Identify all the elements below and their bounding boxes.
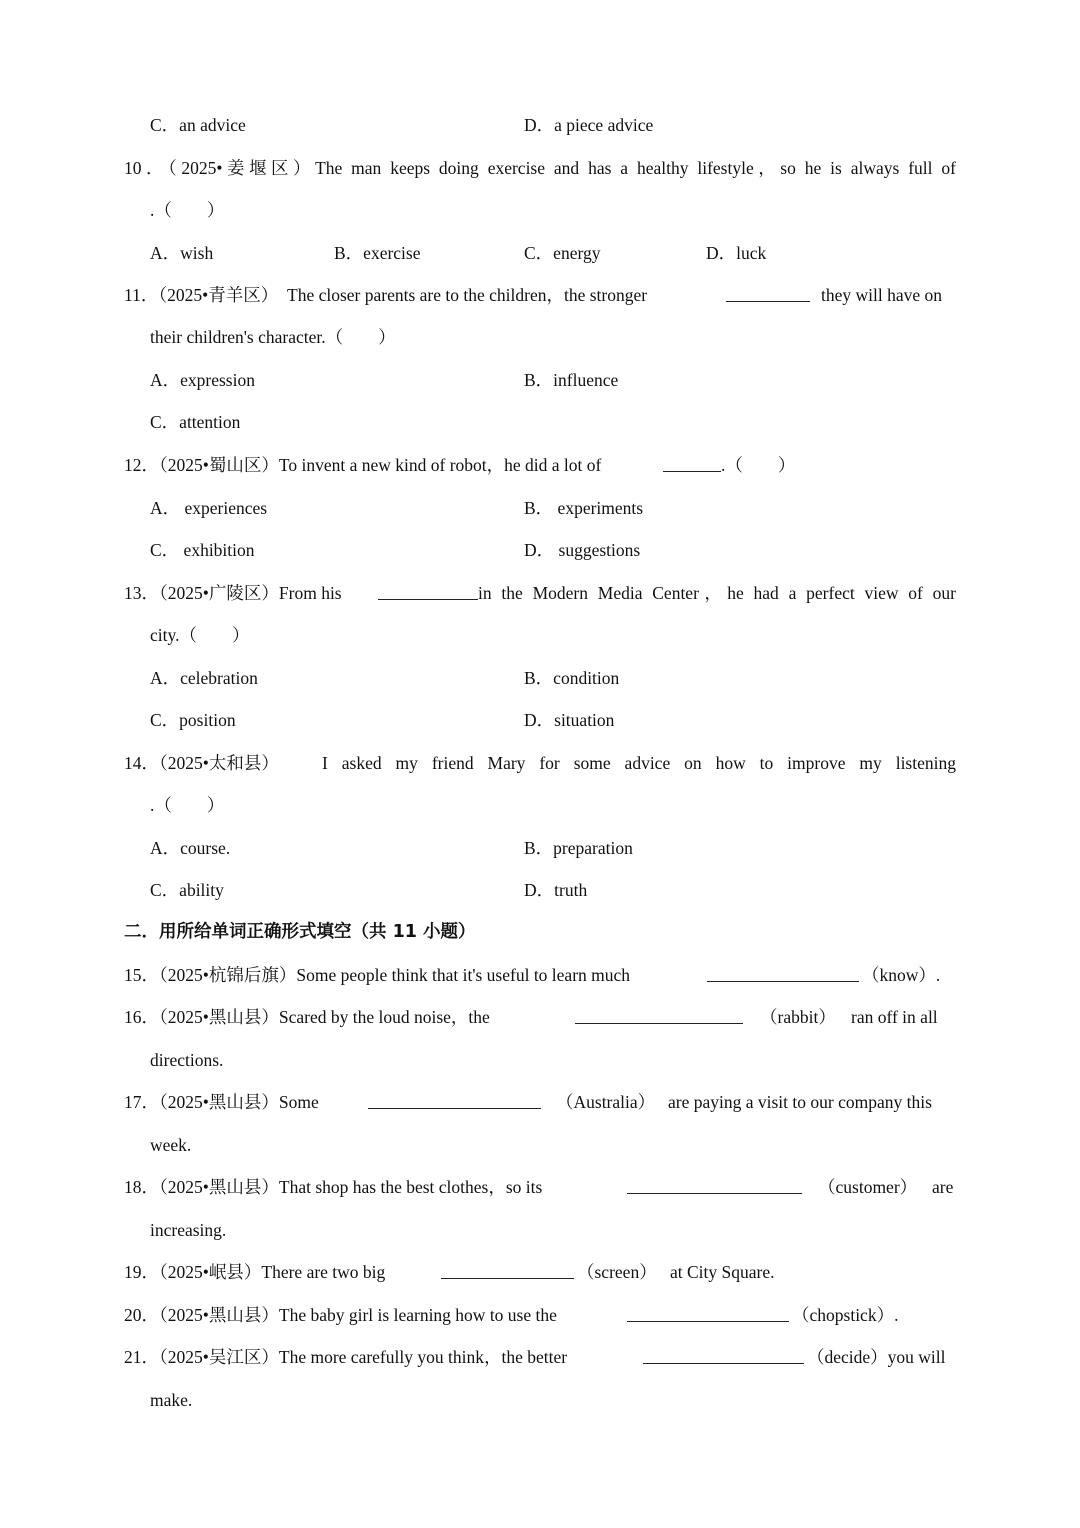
q14-option-d: D．truth — [524, 880, 588, 900]
question-source: （2025•杭锦后旗） — [159, 965, 297, 985]
question-text: From his — [278, 583, 342, 603]
word-hint: （rabbit） — [760, 1007, 836, 1027]
question-number: 13． — [124, 583, 159, 603]
q9-option-d: D．a piece advice — [524, 115, 654, 135]
answer-blank[interactable] — [368, 1091, 541, 1114]
question-text-tail: they will have on — [821, 285, 943, 305]
question-source: （2025•黑山县） — [159, 1007, 279, 1027]
q10-option-b: B．exercise — [334, 243, 421, 263]
question-source: （2025•吴江区） — [159, 1347, 279, 1367]
answer-blank[interactable] — [627, 1176, 802, 1199]
question-text: There are two big — [261, 1262, 386, 1282]
question-source: （2025•太和县） — [159, 753, 279, 773]
answer-blank[interactable] — [378, 582, 478, 605]
question-source: （2025•黑山县） — [159, 1177, 279, 1197]
q12-option-b: B． experiments — [524, 498, 644, 518]
word-hint: （decide）you will — [807, 1347, 946, 1367]
question-number: 15． — [124, 965, 159, 985]
q11-option-c: C．attention — [150, 412, 241, 432]
q12-option-c: C． exhibition — [150, 540, 255, 560]
answer-blank[interactable] — [627, 1304, 789, 1327]
question-source: （2025•蜀山区） — [159, 455, 279, 475]
q13-option-c: C．position — [150, 710, 236, 730]
question-15 — [124, 964, 630, 986]
section-heading: 二．用所给单词正确形式填空（共 11 小题） — [124, 922, 476, 942]
question-text: Some people think that it's useful to learn much — [296, 965, 631, 985]
question-text: The baby girl is learning how to use the — [278, 1305, 557, 1325]
question-10 — [124, 157, 956, 179]
question-source: （2025•黑山县） — [159, 1092, 279, 1112]
question-text: The more carefully you think，the better — [278, 1347, 568, 1367]
answer-blank[interactable] — [707, 964, 859, 987]
question-number: 12． — [124, 455, 159, 475]
question-14 — [124, 752, 279, 774]
question-number: 10． — [124, 158, 169, 178]
word-hint: （customer） — [818, 1177, 918, 1197]
question-19 — [124, 1261, 385, 1283]
word-hint: （screen） — [577, 1262, 657, 1282]
word-hint: （know）. — [862, 965, 941, 985]
answer-blank[interactable] — [643, 1346, 804, 1369]
question-number: 17． — [124, 1092, 159, 1112]
question-source: （2025•岷县） — [159, 1262, 262, 1282]
question-14-continuation: .（ ） — [150, 795, 225, 815]
question-number: 19． — [124, 1262, 159, 1282]
question-text-tail: .（ ） — [721, 455, 796, 475]
question-number: 18． — [124, 1177, 159, 1197]
question-17 — [124, 1091, 319, 1113]
question-16-continuation: directions. — [150, 1050, 224, 1070]
q10-option-a: A．wish — [150, 243, 214, 263]
q14-option-c: C．ability — [150, 880, 224, 900]
question-21 — [124, 1346, 567, 1368]
answer-blank[interactable] — [726, 284, 810, 307]
question-number: 21． — [124, 1347, 159, 1367]
q14-option-b: B．preparation — [524, 838, 633, 858]
word-hint: （Australia） — [556, 1092, 656, 1112]
q14-option-a: A．course. — [150, 838, 231, 858]
question-16 — [124, 1006, 490, 1028]
question-text: Scared by the loud noise，the — [278, 1007, 490, 1027]
question-text-tail: in the Modern Media Center，he had a perfect view of our — [478, 583, 956, 603]
question-text-tail: ran off in all — [851, 1007, 938, 1027]
question-10-continuation: .（ ） — [150, 200, 225, 220]
question-18 — [124, 1176, 542, 1198]
question-source: （2025•姜堰区） — [168, 158, 316, 178]
question-text: The closer parents are to the children，the stronger — [287, 285, 648, 305]
question-18-continuation: increasing. — [150, 1220, 227, 1240]
question-11 — [124, 284, 647, 306]
question-text: To invent a new kind of robot，he did a lot of — [278, 455, 602, 475]
question-11-continuation: their children's character.（ ） — [150, 327, 396, 347]
question-source: （2025•黑山县） — [159, 1305, 279, 1325]
question-13-continuation: city.（ ） — [150, 625, 250, 645]
question-text-tail: are paying a visit to our company this — [668, 1092, 932, 1112]
question-number: 14． — [124, 753, 159, 773]
question-number: 11． — [124, 285, 159, 305]
question-text: Some — [278, 1092, 319, 1112]
q11-option-a: A．expression — [150, 370, 255, 390]
q10-option-c: C．energy — [524, 243, 601, 263]
q13-option-b: B．condition — [524, 668, 620, 688]
q12-option-d: D． suggestions — [524, 540, 641, 560]
question-13 — [124, 582, 342, 604]
question-text: The man keeps doing exercise and has a healthy lifestyle，so he is always full of — [315, 158, 956, 178]
question-text-tail: at City Square. — [670, 1262, 775, 1282]
q11-option-b: B．influence — [524, 370, 619, 390]
question-number: 16． — [124, 1007, 159, 1027]
question-number: 20． — [124, 1305, 159, 1325]
question-text: I asked my friend Mary for some advice on how to improve my listening — [322, 753, 956, 773]
answer-blank[interactable] — [663, 454, 721, 477]
question-text-tail: are — [932, 1177, 954, 1197]
q12-option-a: A． experiences — [150, 498, 268, 518]
q13-option-d: D．situation — [524, 710, 615, 730]
question-21-continuation: make. — [150, 1390, 193, 1410]
question-20 — [124, 1304, 557, 1326]
question-12 — [124, 454, 601, 476]
answer-blank[interactable] — [441, 1261, 574, 1284]
word-hint: （chopstick）. — [792, 1305, 899, 1325]
q9-option-c: C．an advice — [150, 115, 246, 135]
q13-option-a: A．celebration — [150, 668, 258, 688]
question-text: That shop has the best clothes，so its — [278, 1177, 543, 1197]
question-source: （2025•广陵区） — [159, 583, 279, 603]
question-17-continuation: week. — [150, 1135, 192, 1155]
question-source: （2025•青羊区） — [158, 285, 279, 305]
answer-blank[interactable] — [575, 1006, 743, 1029]
q10-option-d: D．luck — [706, 243, 767, 263]
